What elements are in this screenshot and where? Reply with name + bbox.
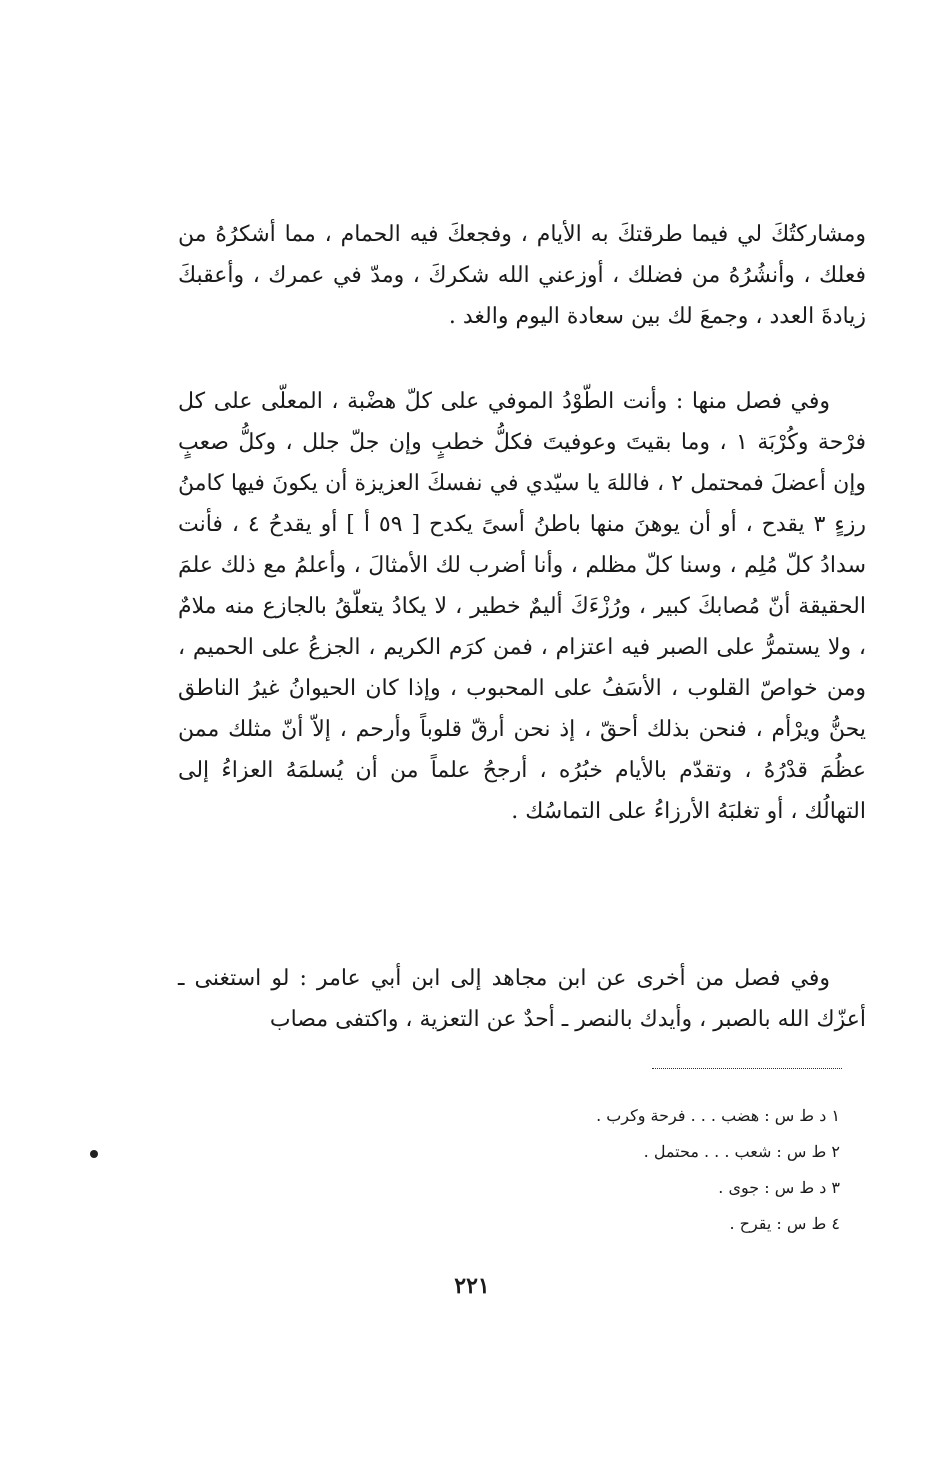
footnotes [460,1098,840,1242]
page-number: ٢٢١ [454,1273,490,1299]
footnote-4: ٤ ط س : يقرح . [729,1214,840,1233]
footnote-2: ٢ ط س : شعب . . . محتمل . [643,1142,840,1161]
footnote-3: ٣ د ط س : جوى . [718,1178,840,1197]
paragraph-text: ومشاركتُكَ لي فيما طرقتكَ به الأيام ، وفجعكَ فيه الحمام ، مما أشكرُهُ من فعلك ، وأنشُرُهُ من فضلك ، أوزعني الله شكركَ ، ومدّ في عمرك ، وأعقبكَ زيادةَ العدد ، وجمعَ لك بين سعادة اليوم والغد . [178,222,866,329]
body-paragraph-3 [178,958,866,1040]
footnote-1: ١ د ط س : هضب . . . فرحة وكرب . [596,1106,840,1125]
ink-spot [90,1150,98,1158]
body-paragraph-2 [178,381,866,832]
paragraph-text: وفي فصل منها : وأنت الطّوْدُ الموفي على كلّ هضْبة ، المعلّى على كل فرْحة وكُرْبَة ١ ، وما بقيتَ وعوفيتَ فكلُّ خطبٍ وإن جلّ جلل ، وكلُّ صعبٍ وإن أعضلَ فمحتمل ٢ ، فاللهَ يا سيّدي في نفسكَ العزيزة أن يكونَ فيها كامنُ رزءٍ ٣ يقدح ، أو أن يوهنَ منها باطنُ أسىً يكدح [ ٥٩ أ ] أو يقدحُ ٤ ، فأنت سدادُ كلّ مُلِم ، وسنا كلّ مظلم ، وأنا أضرب لك الأمثالَ ، وأعلمُ مع ذلك علمَ الحقيقة أنّ مُصابكَ كبير ، ورُزْءَكَ أليمٌ خطير ، لا يكادُ يتعلّقُ بالجازع منه ملامٌ ، ولا يستمرُّ على الصبر فيه اعتزام ، فمن كرَم الكريم ، الجزعُ على الحميم ، ومن خواصّ القلوب ، الأسَفُ على المحبوب ، وإذا كان الحيوانُ غيرُ الناطق يحنُّ ويرْأم ، فنحن بذلك أحقّ ، إذ نحن أرقّ قلوباً وأرحم ، إلاّ أنّ مثلك ممن عظُمَ قدْرُهُ ، وتقدّم بالأيام خبُرُه ، أرجحُ علماً من أن يُسلمَهُ العزاءُ إلى التهالُك ، أو تغلبَهُ الأرزاءُ على التماسُك . [178,389,866,824]
body-paragraph-1 [178,214,866,337]
paragraph-text: وفي فصل من أخرى عن ابن مجاهد إلى ابن أبي عامر : لو استغنى ـ أعزّك الله بالصبر ، وأيدك بالنصر ـ أحدٌ عن التعزية ، واكتفى مصاب [178,966,866,1032]
footnote-divider [652,1068,842,1069]
